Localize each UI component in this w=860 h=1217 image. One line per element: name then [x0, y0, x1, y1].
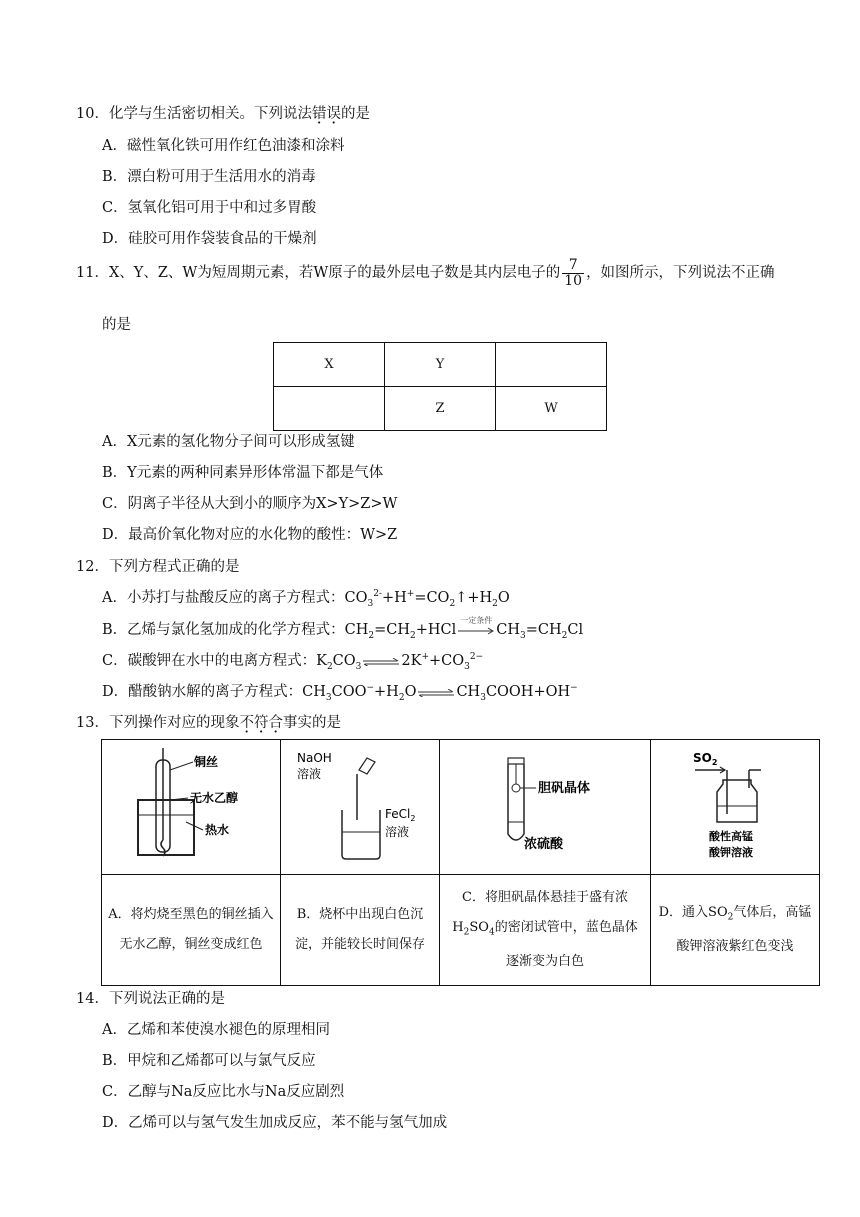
cell-z: Z [385, 387, 496, 431]
cell-empty [274, 387, 385, 431]
question-10-option-c: C．氢氧化铝可用于中和过多胃酸 [102, 200, 317, 216]
question-12-option-a: A．小苏打与盐酸反应的离子方程式：$CO_3^{2-}+H^+=CO_2↑+H_2O$ [102, 589, 510, 609]
label-blue-vitriol: 胆矾晶体 [538, 781, 591, 796]
label-solution-1: 溶液 [297, 767, 322, 781]
label-fecl2: FeCl$_2$ [385, 807, 416, 823]
question-12-option-b: B．乙烯与氯化氢加成的化学方程式：$CH_2=CH_2+HCl$ 一定条件 $CH_3=CH_2Cl$ [102, 616, 584, 641]
cell-y: Y [385, 343, 496, 387]
question-11-option-c: C．阴离子半径从大到小的顺序为X>Y>Z>W [102, 496, 398, 512]
cell-w: W [496, 387, 607, 431]
label-hot-water: 热水 [205, 823, 230, 837]
question-14-option-d: D．乙烯可以与氢气发生加成反应，苯不能与氢气加成 [102, 1115, 448, 1131]
question-10-option-a: A．磁性氧化铁可用作红色油漆和涂料 [102, 138, 345, 154]
experiment-table [101, 739, 820, 986]
caption-d: D．通入$SO_2$气体后，高锰酸钾溶液紫红色变浅 [651, 875, 820, 986]
equilibrium-arrow [416, 687, 456, 697]
label-acidic-kmno4-2: 酸钾溶液 [709, 846, 753, 859]
reaction-arrow: 一定条件 [456, 625, 496, 635]
label-ethanol: 无水乙醇 [190, 791, 239, 805]
label-copper-wire: 铜丝 [194, 755, 219, 769]
question-11-option-b: B．Y元素的两种同素异形体常温下都是气体 [102, 465, 384, 481]
dropper-beaker-icon [287, 740, 433, 870]
question-14-option-a: A．乙烯和苯使溴水褪色的原理相同 [102, 1022, 330, 1038]
figure-so2-kmno4 [651, 740, 820, 875]
label-solution-2: 溶液 [385, 825, 410, 839]
caption-c: C．将胆矾晶体悬挂于盛有浓$H_2SO_4$的密闭试管中，蓝色晶体逐渐变为白色 [440, 875, 651, 986]
question-11-option-a: A．X元素的氢化物分子间可以形成氢键 [102, 434, 355, 450]
question-11-option-d: D．最高价氧化物对应的水化物的酸性：W>Z [102, 527, 398, 543]
figure-naoh-fecl2 [281, 740, 440, 875]
label-so2: $SO_2$ [693, 751, 718, 767]
label-acidic-kmno4-1: 酸性高锰 [709, 830, 753, 843]
caption-a: A．将灼烧至黑色的铜丝插入无水乙醇，铜丝变成红色 [102, 875, 281, 986]
test-tube-icon [446, 740, 644, 870]
fraction-7-10: $\frac{7}{10}$ [564, 257, 583, 289]
question-11-stem-line2: 的是 [102, 317, 131, 333]
question-13-stem: 13．下列操作对应的现象不符合事实的是 [76, 715, 341, 731]
periodic-table-fragment [273, 342, 607, 431]
gas-washing-bottle-icon [657, 740, 813, 870]
label-naoh: NaOH [297, 751, 332, 765]
cell-empty [496, 343, 607, 387]
figure-copper-wire [102, 740, 281, 875]
question-14-option-c: C．乙醇与Na反应比水与Na反应剧烈 [102, 1084, 345, 1100]
question-14-option-b: B．甲烷和乙烯都可以与氯气反应 [102, 1053, 316, 1069]
caption-b: B．烧杯中出现白色沉淀，并能较长时间保存 [281, 875, 440, 986]
question-14-stem: 14．下列说法正确的是 [76, 991, 225, 1007]
cell-x: X [274, 343, 385, 387]
copper-wire-beaker-icon [108, 740, 274, 870]
question-12-option-c: C．碳酸钾在水中的电离方程式：$K_2CO_3$ $2K^++CO_3^{2-}$ [102, 652, 484, 672]
question-10-option-b: B．漂白粉可用于生活用水的消毒 [102, 169, 316, 185]
question-12-stem: 12．下列方程式正确的是 [76, 559, 240, 575]
label-conc-sulfuric: 浓硫酸 [524, 837, 564, 852]
question-10-option-d: D．硅胶可用作袋装食品的干燥剂 [102, 231, 317, 247]
equilibrium-arrow [361, 656, 401, 666]
question-11-stem: 11．X、Y、Z、W为短周期元素，若W原子的最外层电子数是其内层电子的 $\frac{7}{10}$ ，如图所示，下列说法不正确 [76, 257, 775, 289]
question-10-stem: 10．化学与生活密切相关。下列说法错误的是 [76, 106, 370, 122]
question-12-option-d: D．醋酸钠水解的离子方程式：$CH_3COO^-+H_2O$ $CH_3COOH+OH^-$ [102, 683, 578, 703]
figure-blue-vitriol [440, 740, 651, 875]
